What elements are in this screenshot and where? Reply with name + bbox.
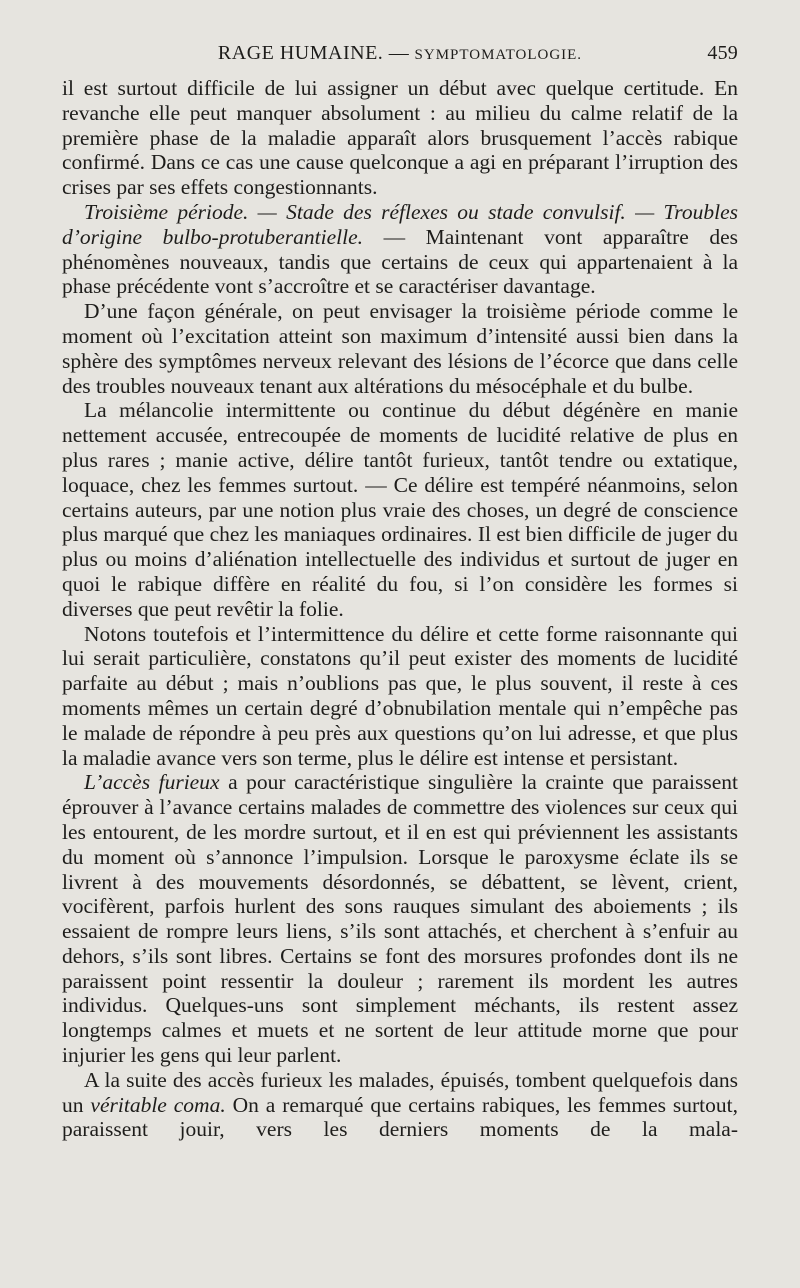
running-header [62, 42, 738, 76]
running-title-sub: SYMPTOMATOLOGIE. [414, 47, 583, 63]
paragraph-7 [62, 1068, 738, 1142]
running-title [62, 42, 738, 65]
paragraph-3: D’une façon générale, on peut envisager la troisième période comme le moment où l’excitation atteint son maximum d’intensité aussi bien dans la sphère des symptômes nerveux relevant des lésions de l’écorce que dans celle des troubles nouveaux tenant aux altérations du mésocéphale et du bulbe. [62, 299, 738, 398]
paragraph-2-text: — Maintenant vont apparaître des phénomènes nouveaux, tandis que certains de ceux qui appartenaient à la phase précédente vont s’accroître et se caractériser davantage. [62, 224, 738, 299]
page-body [62, 76, 738, 1142]
paragraph-6 [62, 770, 738, 1068]
paragraph-7-text: On a remarqué que certains rabiques, les femmes surtout, paraissent jouir, vers les derniers moments de la mala- [62, 1092, 739, 1142]
paragraph-2 [62, 200, 738, 299]
term-acces-furieux: L’accès furieux [84, 770, 220, 795]
paragraph-4: La mélancolie intermittente ou continue du début dégénère en manie nettement accusée, entrecoupée de moments de lucidité relative de plus en plus rares ; manie active, délire tantôt furieux, tantôt tendre ou extatique, loquace, chez les femmes surtout. — Ce délire est tempéré néanmoins, selon certains auteurs, par une notion plus vraie des choses, un degré de conscience plus marqué que chez les maniaques ordinaires. Il est bien difficile de juger du plus ou moins d’aliénation intellectuelle des individus et surtout de juger en quoi le rabique diffère en réalité du fou, si l’on considère les formes si diverses que peut revêtir la folie. [62, 398, 738, 621]
running-title-main: RAGE HUMAINE. — [217, 42, 410, 64]
section-heading-third-period: Troisième période. — Stade des réflexes ou stade convulsif. — Troubles d’origine bulbo-protuberantielle. [62, 199, 738, 249]
paragraph-7-start: A la suite des accès furieux les malades, épuisés, tombent quelquefois dans un [62, 1067, 738, 1117]
term-veritable-coma: véritable coma. [90, 1092, 226, 1117]
paragraph-5: Notons toutefois et l’intermittence du délire et cette forme raisonnante qui lui serait particulière, constatons qu’il peut exister des moments de lucidité parfaite au début ; mais n’oublions pas que, le plus souvent, il reste à ces moments mêmes un certain degré d’obnubilation mentale qui n’empêche pas le malade de répondre à peu près aux questions qu’on lui adresse, et que plus la maladie avance vers son terme, plus le délire est intense et persistant. [62, 621, 738, 770]
paragraph-1: il est surtout difficile de lui assigner un début avec quelque certitude. En revanche elle peut manquer absolument : au milieu du calme relatif de la première phase de la maladie apparaît alors brusquement l’accès rabique confirmé. Dans ce cas une cause quelconque a agi en préparant l’irruption des crises par ses effets congestionnants. [62, 76, 738, 200]
paragraph-6-text: a pour caractéristique singulière la crainte que paraissent éprouver à l’avance certains malades de commettre des violences sur ceux qui les entourent, de les mordre surtout, et il en est qui préviennent les assistants du moment où s’annonce l’impulsion. Lorsque le paroxysme éclate ils se livrent à des mouvements désordonnés, se débattent, se lèvent, crient, vocifèrent, parfois hurlent des sons rauques simulant des aboiements ; ils essaient de rompre leurs liens, s’ils sont attachés, et cherchent à s’enfuir au dehors, s’ils sont libres. Certains se font des morsures profondes dont ils ne paraissent point ressentir la douleur ; rarement ils mordent les autres individus. Quelques-uns sont simplement méchants, ils restent assez longtemps calmes et muets et ne sortent de leur attitude morne que pour injurier les gens qui leur parlent. [62, 770, 738, 1068]
page-number: 459 [707, 42, 738, 64]
